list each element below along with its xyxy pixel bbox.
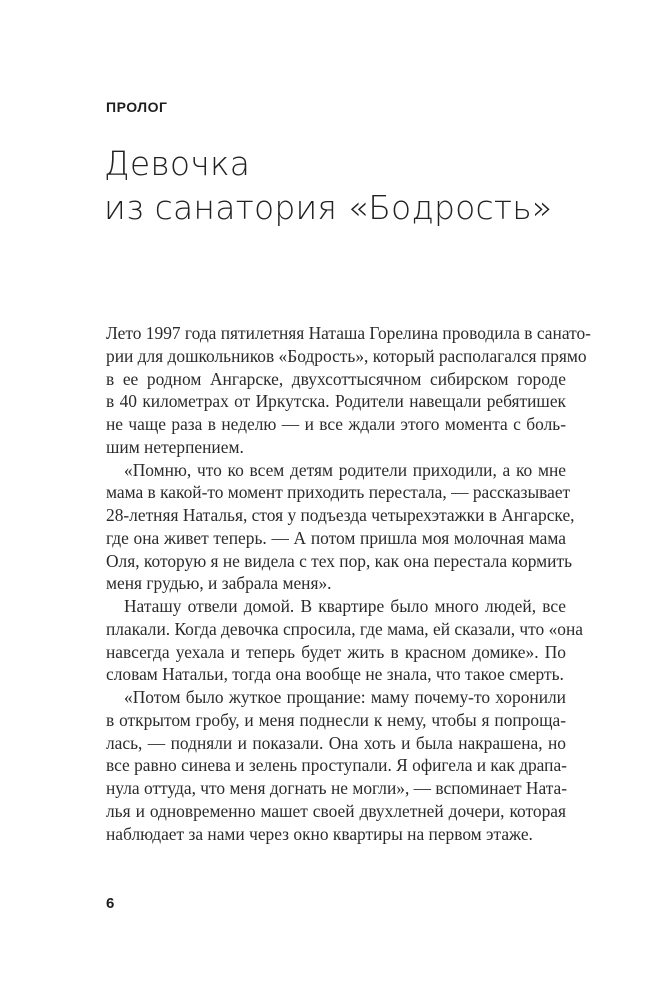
text-line: наблюдает за нами через окно квартиры на первом этаже. <box>106 823 533 844</box>
section-label: ПРОЛОГ <box>106 99 168 115</box>
paragraph <box>106 322 591 459</box>
text-line: «Потом было жуткое прощание: маму почему-то хоронили <box>124 687 566 707</box>
text-line: в ее родном Ангарске, двухсоттысячном сибирском городе <box>106 368 566 389</box>
chapter-title-line: Девочка <box>104 144 251 183</box>
chapter-title-line: из санатория «Бодрость» <box>104 188 553 227</box>
page-number: 6 <box>106 895 115 912</box>
text-line: Оля, которую я не видела с тех пор, как она перестала кормить <box>106 550 572 571</box>
text-line: не чаще раза в неделю — и все ждали этого момента с боль- <box>106 414 566 434</box>
text-line: меня грудью, и забрала меня». <box>106 573 332 594</box>
text-line: нула оттуда, что меня догнать не могли», — вспоминает Ната- <box>106 778 568 798</box>
text-line: где она живет теперь. — А потом пришла моя молочная мама <box>106 527 566 548</box>
text-line: словам Натальи, тогда она вообще не знала, что такое смерть. <box>106 664 564 685</box>
text-line: лья и одновременно машет своей двухлетней дочери, которая <box>106 800 566 821</box>
text-line: лась, — подняли и показали. Она хоть и была накрашена, но <box>106 732 566 753</box>
paragraph <box>106 686 566 845</box>
body-text <box>106 322 591 845</box>
text-line: Наташу отвели домой. В квартире было много людей, все <box>124 596 566 616</box>
text-line: все равно синева и зелень проступали. Я офигела и как драпа- <box>106 755 567 776</box>
text-line: шим нетерпением. <box>106 436 244 457</box>
paragraph <box>106 595 584 686</box>
chapter-title <box>104 142 552 230</box>
text-line: в открытом гробу, и меня поднесли к нему, чтобы я попроща- <box>106 709 566 730</box>
paragraph <box>106 459 575 596</box>
text-line: 28-летняя Наталья, стоя у подъезда четырехэтажки в Ангарске, <box>106 505 575 525</box>
text-line: «Помню, что ко всем детям родители приходили, а ко мне <box>124 459 566 480</box>
text-line: в 40 километрах от Иркутска. Родители навещали ребятишек <box>106 391 566 412</box>
text-line: плакали. Когда девочка спросила, где мама, ей сказали, что «она <box>106 618 584 639</box>
text-line: навсегда уехала и теперь будет жить в красном домике». По <box>106 641 566 662</box>
text-line: Лето 1997 года пятилетняя Наташа Горелина проводила в санато- <box>106 323 591 343</box>
text-line: рии для дошкольников «Бодрость», который располагался прямо <box>106 345 587 366</box>
text-line: мама в какой-то момент приходить перестала, — рассказывает <box>106 482 571 503</box>
